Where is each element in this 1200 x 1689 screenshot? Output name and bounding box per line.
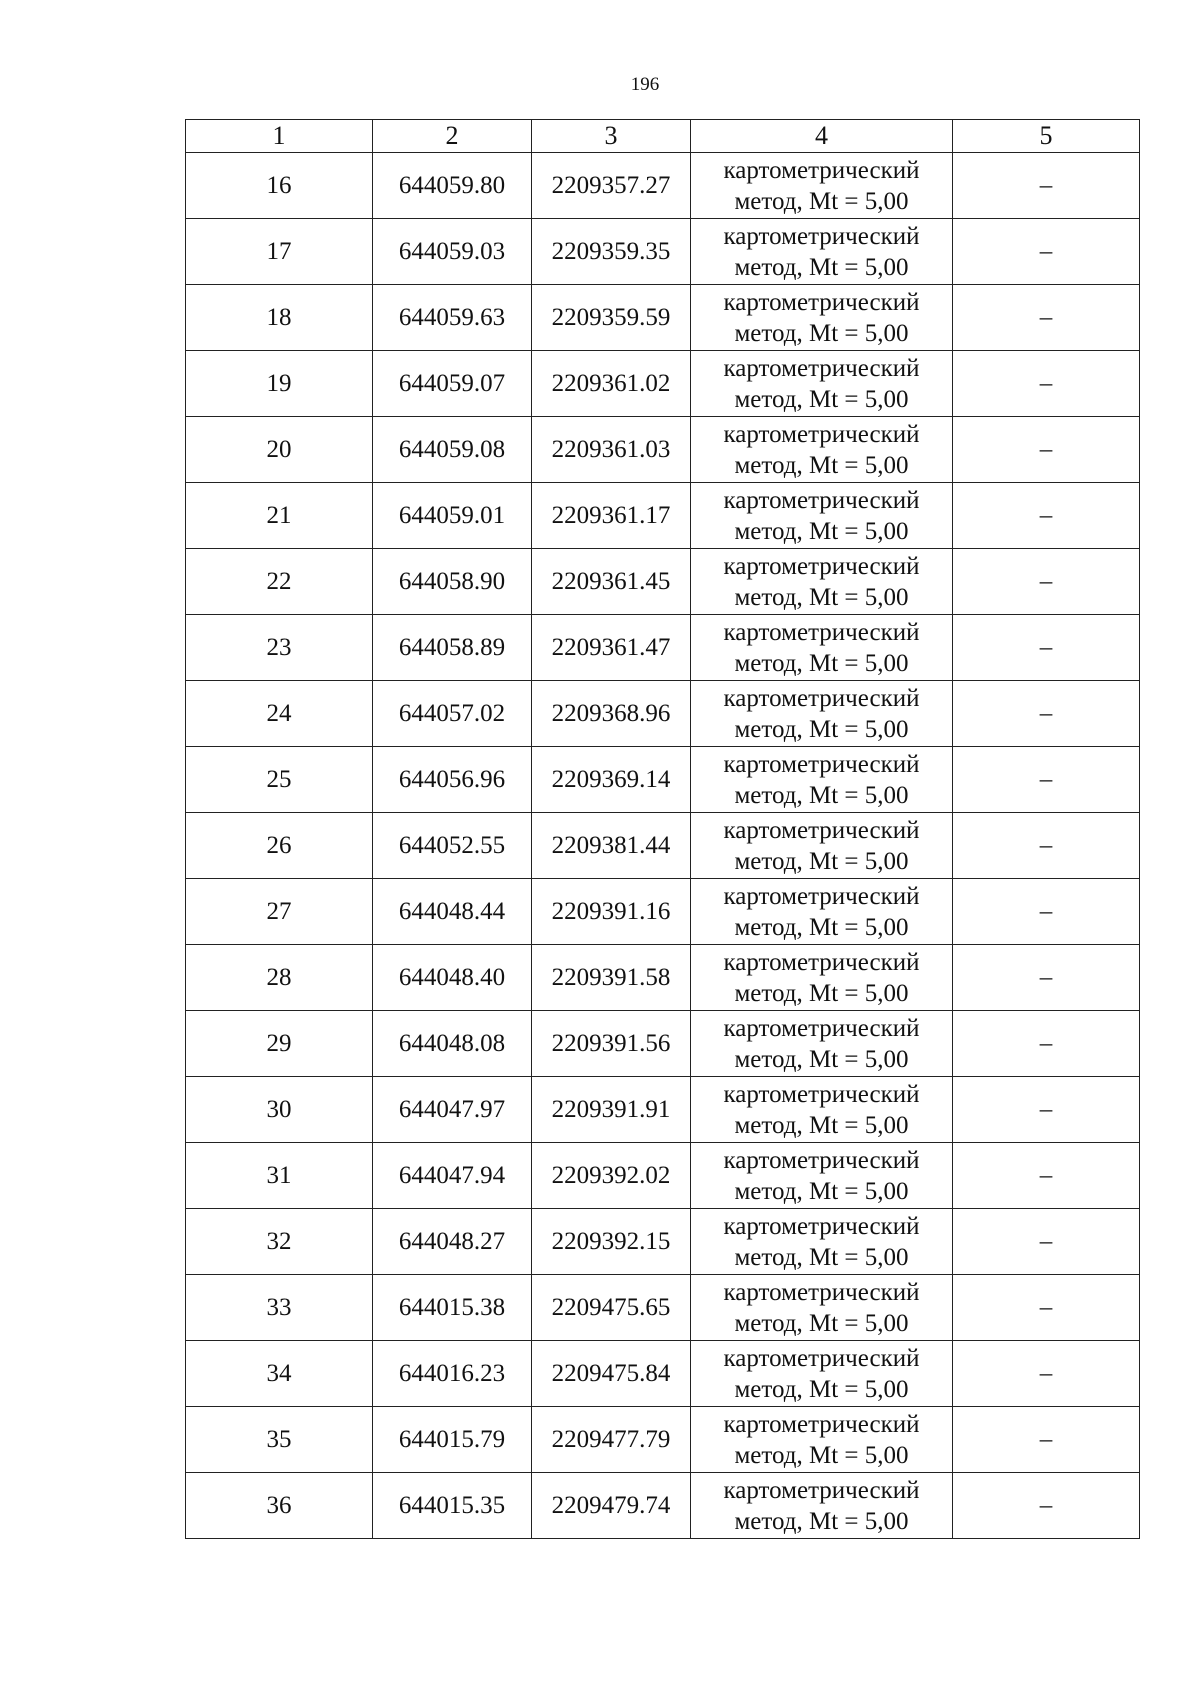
header-row — [186, 120, 1140, 153]
method-line-1: картометрический — [723, 1146, 920, 1174]
method-line-1: картометрический — [723, 882, 920, 910]
method-line-1: картометрический — [723, 288, 920, 316]
table-header — [186, 120, 1140, 153]
method-line-1: картометрический — [723, 1278, 920, 1306]
method-cell — [691, 285, 953, 351]
method-line-2: метод, Mt = 5,00 — [734, 913, 909, 941]
column-header-5: 5 — [953, 120, 1140, 153]
point-number-cell: 35 — [186, 1407, 373, 1473]
note-cell: – — [953, 1473, 1140, 1539]
method-cell — [691, 1209, 953, 1275]
method-cell — [691, 219, 953, 285]
x-coordinate-cell: 644059.08 — [373, 417, 532, 483]
table-row — [186, 1143, 1140, 1209]
y-coordinate-cell: 2209479.74 — [532, 1473, 691, 1539]
table-row — [186, 945, 1140, 1011]
method-cell — [691, 351, 953, 417]
method-line-2: метод, Mt = 5,00 — [734, 1243, 909, 1271]
table-row — [186, 681, 1140, 747]
y-coordinate-cell: 2209392.02 — [532, 1143, 691, 1209]
table-row — [186, 351, 1140, 417]
method-line-1: картометрический — [723, 816, 920, 844]
method-line-1: картометрический — [723, 1014, 920, 1042]
method-line-2: метод, Mt = 5,00 — [734, 847, 909, 875]
y-coordinate-cell: 2209368.96 — [532, 681, 691, 747]
table-row — [186, 1473, 1140, 1539]
table-row — [186, 1209, 1140, 1275]
method-line-2: метод, Mt = 5,00 — [734, 1045, 909, 1073]
page-number: 196 — [630, 74, 660, 95]
point-number-cell: 18 — [186, 285, 373, 351]
method-cell — [691, 417, 953, 483]
point-number-cell: 20 — [186, 417, 373, 483]
table-row — [186, 153, 1140, 219]
x-coordinate-cell: 644047.94 — [373, 1143, 532, 1209]
x-coordinate-cell: 644048.08 — [373, 1011, 532, 1077]
column-header-1: 1 — [186, 120, 373, 153]
method-line-2: метод, Mt = 5,00 — [734, 979, 909, 1007]
y-coordinate-cell: 2209357.27 — [532, 153, 691, 219]
method-cell — [691, 813, 953, 879]
note-cell: – — [953, 945, 1140, 1011]
note-cell: – — [953, 615, 1140, 681]
note-cell: – — [953, 681, 1140, 747]
method-cell — [691, 483, 953, 549]
method-line-1: картометрический — [723, 750, 920, 778]
column-header-4: 4 — [691, 120, 953, 153]
x-coordinate-cell: 644057.02 — [373, 681, 532, 747]
column-header-3: 3 — [532, 120, 691, 153]
method-line-2: метод, Mt = 5,00 — [734, 781, 909, 809]
method-cell — [691, 747, 953, 813]
y-coordinate-cell: 2209392.15 — [532, 1209, 691, 1275]
y-coordinate-cell: 2209359.35 — [532, 219, 691, 285]
column-header-2: 2 — [373, 120, 532, 153]
note-cell: – — [953, 1407, 1140, 1473]
point-number-cell: 36 — [186, 1473, 373, 1539]
x-coordinate-cell: 644015.79 — [373, 1407, 532, 1473]
x-coordinate-cell: 644048.44 — [373, 879, 532, 945]
x-coordinate-cell: 644015.35 — [373, 1473, 532, 1539]
method-line-1: картометрический — [723, 1410, 920, 1438]
x-coordinate-cell: 644058.90 — [373, 549, 532, 615]
y-coordinate-cell: 2209359.59 — [532, 285, 691, 351]
method-cell — [691, 153, 953, 219]
y-coordinate-cell: 2209361.02 — [532, 351, 691, 417]
method-cell — [691, 1143, 953, 1209]
table-row — [186, 219, 1140, 285]
x-coordinate-cell: 644047.97 — [373, 1077, 532, 1143]
method-line-1: картометрический — [723, 684, 920, 712]
method-cell — [691, 615, 953, 681]
table-row — [186, 879, 1140, 945]
method-cell — [691, 1341, 953, 1407]
x-coordinate-cell: 644059.63 — [373, 285, 532, 351]
x-coordinate-cell: 644048.40 — [373, 945, 532, 1011]
method-line-2: метод, Mt = 5,00 — [734, 1309, 909, 1337]
method-cell — [691, 879, 953, 945]
y-coordinate-cell: 2209391.56 — [532, 1011, 691, 1077]
y-coordinate-cell: 2209475.65 — [532, 1275, 691, 1341]
y-coordinate-cell: 2209477.79 — [532, 1407, 691, 1473]
note-cell: – — [953, 1209, 1140, 1275]
method-line-2: метод, Mt = 5,00 — [734, 1507, 909, 1535]
point-number-cell: 34 — [186, 1341, 373, 1407]
note-cell: – — [953, 1275, 1140, 1341]
x-coordinate-cell: 644056.96 — [373, 747, 532, 813]
method-line-2: метод, Mt = 5,00 — [734, 1177, 909, 1205]
y-coordinate-cell: 2209391.16 — [532, 879, 691, 945]
point-number-cell: 27 — [186, 879, 373, 945]
point-number-cell: 28 — [186, 945, 373, 1011]
note-cell: – — [953, 1341, 1140, 1407]
point-number-cell: 33 — [186, 1275, 373, 1341]
point-number-cell: 21 — [186, 483, 373, 549]
method-line-1: картометрический — [723, 156, 920, 184]
method-line-2: метод, Mt = 5,00 — [734, 715, 909, 743]
method-cell — [691, 945, 953, 1011]
x-coordinate-cell: 644059.03 — [373, 219, 532, 285]
note-cell: – — [953, 747, 1140, 813]
x-coordinate-cell: 644052.55 — [373, 813, 532, 879]
method-cell — [691, 1473, 953, 1539]
y-coordinate-cell: 2209475.84 — [532, 1341, 691, 1407]
point-number-cell: 30 — [186, 1077, 373, 1143]
x-coordinate-cell: 644059.80 — [373, 153, 532, 219]
method-line-1: картометрический — [723, 486, 920, 514]
note-cell: – — [953, 153, 1140, 219]
y-coordinate-cell: 2209361.45 — [532, 549, 691, 615]
x-coordinate-cell: 644059.07 — [373, 351, 532, 417]
method-line-2: метод, Mt = 5,00 — [734, 319, 909, 347]
point-number-cell: 23 — [186, 615, 373, 681]
table-row — [186, 1407, 1140, 1473]
note-cell: – — [953, 351, 1140, 417]
method-cell — [691, 1077, 953, 1143]
table-row — [186, 1341, 1140, 1407]
method-line-1: картометрический — [723, 1344, 920, 1372]
method-cell — [691, 549, 953, 615]
method-line-2: метод, Mt = 5,00 — [734, 649, 909, 677]
y-coordinate-cell: 2209361.47 — [532, 615, 691, 681]
method-line-1: картометрический — [723, 222, 920, 250]
method-line-1: картометрический — [723, 354, 920, 382]
point-number-cell: 24 — [186, 681, 373, 747]
note-cell: – — [953, 285, 1140, 351]
method-line-2: метод, Mt = 5,00 — [734, 583, 909, 611]
point-number-cell: 25 — [186, 747, 373, 813]
table-row — [186, 1011, 1140, 1077]
point-number-cell: 17 — [186, 219, 373, 285]
note-cell: – — [953, 1143, 1140, 1209]
method-line-2: метод, Mt = 5,00 — [734, 517, 909, 545]
note-cell: – — [953, 879, 1140, 945]
point-number-cell: 26 — [186, 813, 373, 879]
point-number-cell: 19 — [186, 351, 373, 417]
table-row — [186, 1077, 1140, 1143]
x-coordinate-cell: 644016.23 — [373, 1341, 532, 1407]
table-row — [186, 417, 1140, 483]
note-cell: – — [953, 1011, 1140, 1077]
method-line-1: картометрический — [723, 948, 920, 976]
point-number-cell: 29 — [186, 1011, 373, 1077]
x-coordinate-cell: 644058.89 — [373, 615, 532, 681]
y-coordinate-cell: 2209369.14 — [532, 747, 691, 813]
x-coordinate-cell: 644048.27 — [373, 1209, 532, 1275]
method-line-1: картометрический — [723, 1476, 920, 1504]
table-row — [186, 747, 1140, 813]
table-row — [186, 285, 1140, 351]
note-cell: – — [953, 813, 1140, 879]
coordinates-table — [185, 119, 1140, 1539]
table-row — [186, 549, 1140, 615]
note-cell: – — [953, 219, 1140, 285]
x-coordinate-cell: 644059.01 — [373, 483, 532, 549]
method-line-1: картометрический — [723, 1080, 920, 1108]
point-number-cell: 22 — [186, 549, 373, 615]
method-cell — [691, 1407, 953, 1473]
method-line-2: метод, Mt = 5,00 — [734, 253, 909, 281]
note-cell: – — [953, 483, 1140, 549]
method-cell — [691, 1275, 953, 1341]
y-coordinate-cell: 2209361.17 — [532, 483, 691, 549]
point-number-cell: 31 — [186, 1143, 373, 1209]
note-cell: – — [953, 1077, 1140, 1143]
table-row — [186, 1275, 1140, 1341]
method-line-2: метод, Mt = 5,00 — [734, 1441, 909, 1469]
y-coordinate-cell: 2209391.58 — [532, 945, 691, 1011]
method-cell — [691, 681, 953, 747]
table-body — [186, 153, 1140, 1539]
table-row — [186, 615, 1140, 681]
method-line-2: метод, Mt = 5,00 — [734, 451, 909, 479]
method-line-2: метод, Mt = 5,00 — [734, 1375, 909, 1403]
note-cell: – — [953, 549, 1140, 615]
table-row — [186, 483, 1140, 549]
y-coordinate-cell: 2209381.44 — [532, 813, 691, 879]
method-line-1: картометрический — [723, 618, 920, 646]
method-line-1: картометрический — [723, 420, 920, 448]
y-coordinate-cell: 2209361.03 — [532, 417, 691, 483]
x-coordinate-cell: 644015.38 — [373, 1275, 532, 1341]
note-cell: – — [953, 417, 1140, 483]
method-line-2: метод, Mt = 5,00 — [734, 1111, 909, 1139]
method-line-2: метод, Mt = 5,00 — [734, 385, 909, 413]
method-cell — [691, 1011, 953, 1077]
y-coordinate-cell: 2209391.91 — [532, 1077, 691, 1143]
point-number-cell: 16 — [186, 153, 373, 219]
point-number-cell: 32 — [186, 1209, 373, 1275]
method-line-1: картометрический — [723, 1212, 920, 1240]
table-row — [186, 813, 1140, 879]
method-line-1: картометрический — [723, 552, 920, 580]
method-line-2: метод, Mt = 5,00 — [734, 187, 909, 215]
